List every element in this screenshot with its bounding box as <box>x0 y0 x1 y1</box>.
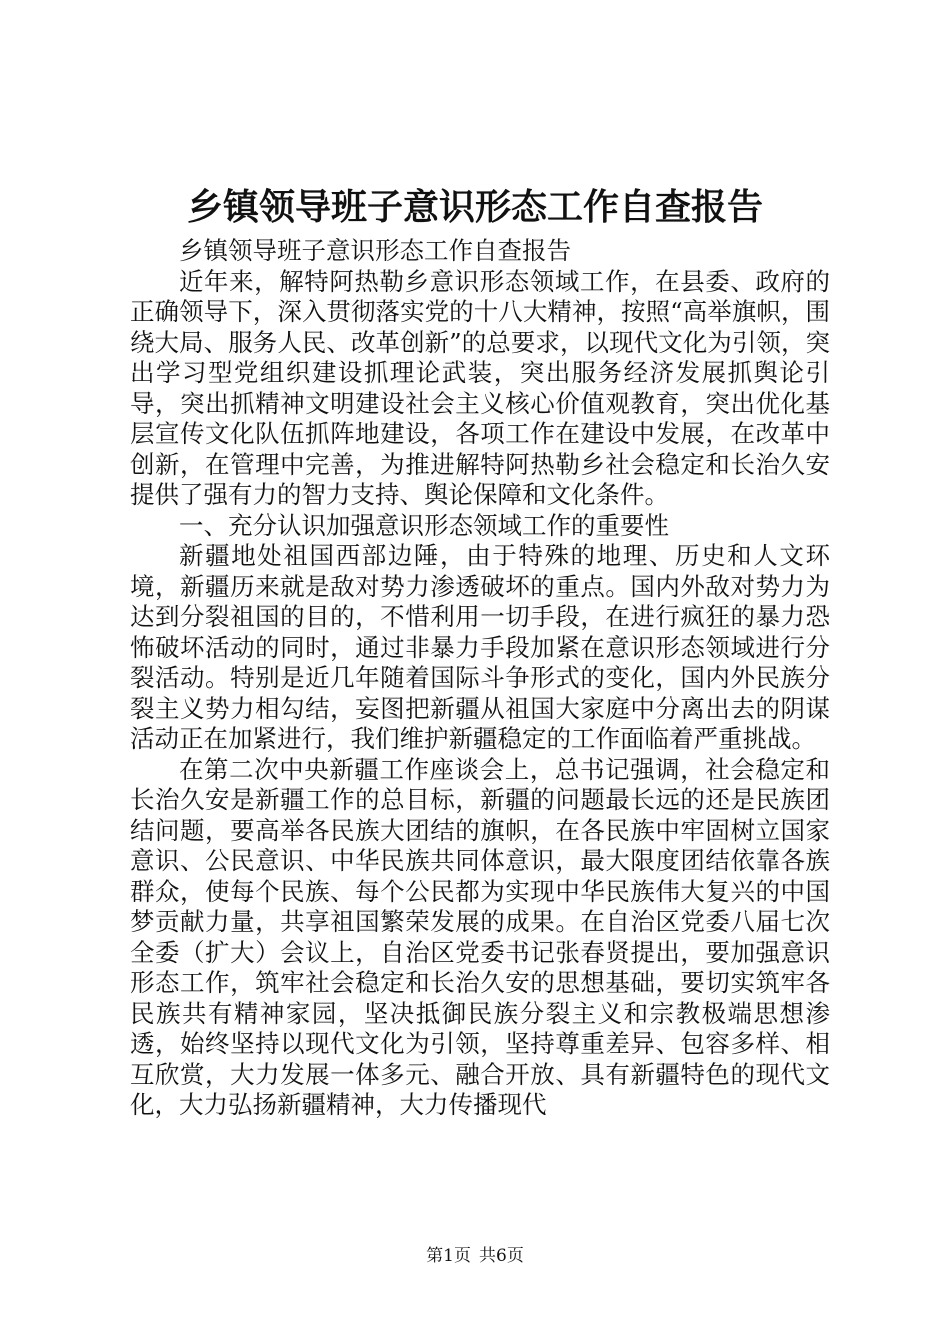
section-heading: 一、充分认识加强意识形态领域工作的重要性 <box>179 510 669 540</box>
intro-paragraph: 近年来，解特阿热勒乡意识形态领域工作，在县委、政府的正确领导下，深入贯彻落实党的十八大精神，按照“高举旗帜，围绕大局、服务人民、改革创新”的总要求，以现代文化为引领，突出学习型党组织建设抓理论武装，突出服务经济发展抓舆论引导，突出抓精神文明建设社会主义核心价值观教育，突出优化基层宣传文化队伍抓阵地建设，各项工作在建设中发展，在改革中创新，在管理中完善，为推进解特阿热勒乡社会稳定和长治久安提供了强有力的智力支持、舆论保障和文化条件。 <box>130 266 830 509</box>
body-paragraph: 新疆地处祖国西部边陲，由于特殊的地理、历史和人文环境，新疆历来就是敌对势力渗透破坏的重点。国内外敌对势力为达到分裂祖国的目的，不惜利用一切手段，在进行疯狂的暴力恐怖破坏活动的同时，通过非暴力手段加紧在意识形态领域进行分裂活动。特别是近几年随着国际斗争形式的变化，国内外民族分裂主义势力相勾结，妄图把新疆从祖国大家庭中分离出去的阴谋活动正在加紧进行，我们维护新疆稳定的工作面临着严重挑战。 <box>130 541 830 753</box>
subtitle-paragraph: 乡镇领导班子意识形态工作自查报告 <box>179 236 571 265</box>
document-body <box>130 236 830 1121</box>
body-paragraph: 在第二次中央新疆工作座谈会上，总书记强调，社会稳定和长治久安是新疆工作的总目标，新疆的问题最长远的还是民族团结问题，要高举各民族大团结的旗帜，在各民族中牢固树立国家意识、公民意识、中华民族共同体意识，最大限度团结依靠各族群众，使每个民族、每个公民都为实现中华民族伟大复兴的中国梦贡献力量，共享祖国繁荣发展的成果。在自治区党委八届七次全委（扩大）会议上，自治区党委书记张春贤提出，要加强意识形态工作，筑牢社会稳定和长治久安的思想基础，要切实筑牢各民族共有精神家园，坚决抵御民族分裂主义和宗教极端思想渗透，始终坚持以现代文化为引领，坚持尊重差异、包容多样、相互欣赏，大力发展一体多元、融合开放、具有新疆特色的现代文化，大力弘扬新疆精神，大力传播现代 <box>130 754 830 1119</box>
page-number: 第1页 <box>426 1246 471 1266</box>
page-footer <box>0 1244 950 1268</box>
document-title: 乡镇领导班子意识形态工作自查报告 <box>186 186 763 228</box>
page-total: 共6页 <box>479 1246 524 1266</box>
